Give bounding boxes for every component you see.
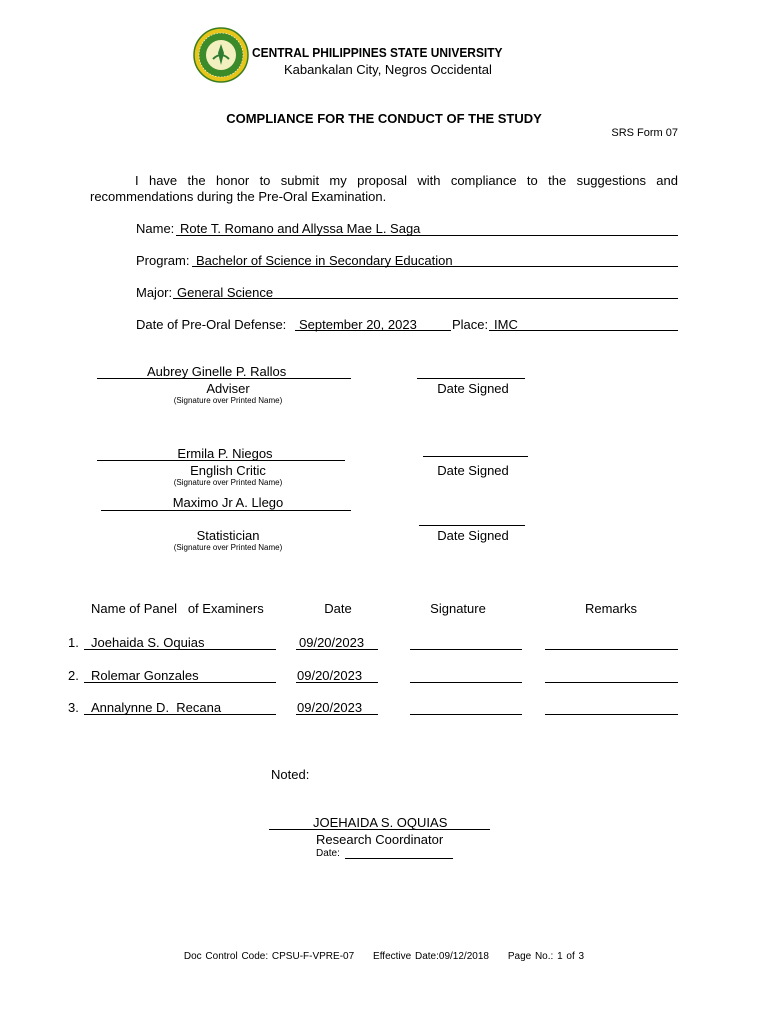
critic-name: Ermila P. Niegos (177, 446, 273, 461)
place-value: IMC (494, 317, 518, 332)
statistician-role: Statistician (196, 528, 260, 543)
critic-date-label: Date Signed (437, 463, 509, 478)
statistician-date-label: Date Signed (437, 528, 509, 543)
intro-paragraph: I have the honor to submit my proposal with compliance to the suggestions and recommendations during the Pre-Oral Examination. (90, 173, 678, 204)
panel-row-number: 2. (68, 668, 79, 683)
university-location: Kabankalan City, Negros Occidental (284, 62, 492, 77)
panel-member-name: Rolemar Gonzales (91, 668, 199, 683)
defense-date-value: September 20, 2023 (299, 317, 417, 332)
panel-header-signature: Signature (430, 601, 486, 616)
adviser-role: Adviser (206, 381, 250, 396)
adviser-name: Aubrey Ginelle P. Rallos (147, 364, 287, 379)
coordinator-date-line (345, 858, 453, 859)
program-value: Bachelor of Science in Secondary Education (196, 253, 453, 268)
adviser-date-line (417, 378, 525, 379)
major-value: General Science (177, 285, 274, 300)
panel-member-name: Joehaida S. Oquias (91, 635, 205, 650)
panel-remarks-line (545, 649, 678, 650)
name-value: Rote T. Romano and Allyssa Mae L. Saga (180, 221, 421, 236)
coordinator-name: JOEHAIDA S. OQUIAS (313, 815, 448, 830)
form-title: COMPLIANCE FOR THE CONDUCT OF THE STUDY (226, 111, 542, 126)
major-label: Major: (136, 285, 173, 300)
panel-remarks-line (545, 714, 678, 715)
panel-signature-line (410, 714, 522, 715)
panel-header-date: Date (324, 601, 352, 616)
panel-signature-line (410, 649, 522, 650)
panel-date: 09/20/2023 (297, 668, 363, 683)
panel-date: 09/20/2023 (297, 700, 363, 715)
defense-date-label: Date of Pre-Oral Defense: (136, 317, 287, 332)
critic-caption: (Signature over Printed Name) (173, 478, 283, 487)
name-label: Name: (136, 221, 175, 236)
adviser-caption: (Signature over Printed Name) (173, 396, 283, 405)
noted-label: Noted: (271, 767, 310, 782)
university-seal-icon (193, 27, 249, 83)
university-name: CENTRAL PHILIPPINES STATE UNIVERSITY (252, 45, 503, 60)
coordinator-role: Research Coordinator (316, 832, 444, 847)
doc-control-footer: Doc Control Code: CPSU-F-VPRE-07 Effective Date:09/12/2018 Page No.: 1 of 3 (183, 951, 585, 962)
panel-header-name: Name of Panel of Examiners (91, 601, 264, 616)
panel-header-remarks: Remarks (584, 601, 637, 616)
statistician-date-line (419, 525, 525, 526)
adviser-date-label: Date Signed (437, 381, 509, 396)
form-code: SRS Form 07 (611, 127, 678, 139)
panel-member-name: Annalynne D. Recana (91, 700, 222, 715)
panel-row-number: 1. (68, 635, 79, 650)
program-label: Program: (136, 253, 190, 268)
statistician-name: Maximo Jr A. Llego (172, 495, 284, 510)
panel-row-number: 3. (68, 700, 79, 715)
statistician-caption: (Signature over Printed Name) (173, 543, 283, 552)
panel-signature-line (410, 682, 522, 683)
coordinator-date-label: Date: (316, 848, 340, 859)
panel-remarks-line (545, 682, 678, 683)
critic-role: English Critic (190, 463, 266, 478)
place-label: Place: (452, 317, 489, 332)
critic-date-line (423, 456, 528, 457)
statistician-signature-line (101, 510, 351, 511)
panel-date: 09/20/2023 (299, 635, 365, 650)
